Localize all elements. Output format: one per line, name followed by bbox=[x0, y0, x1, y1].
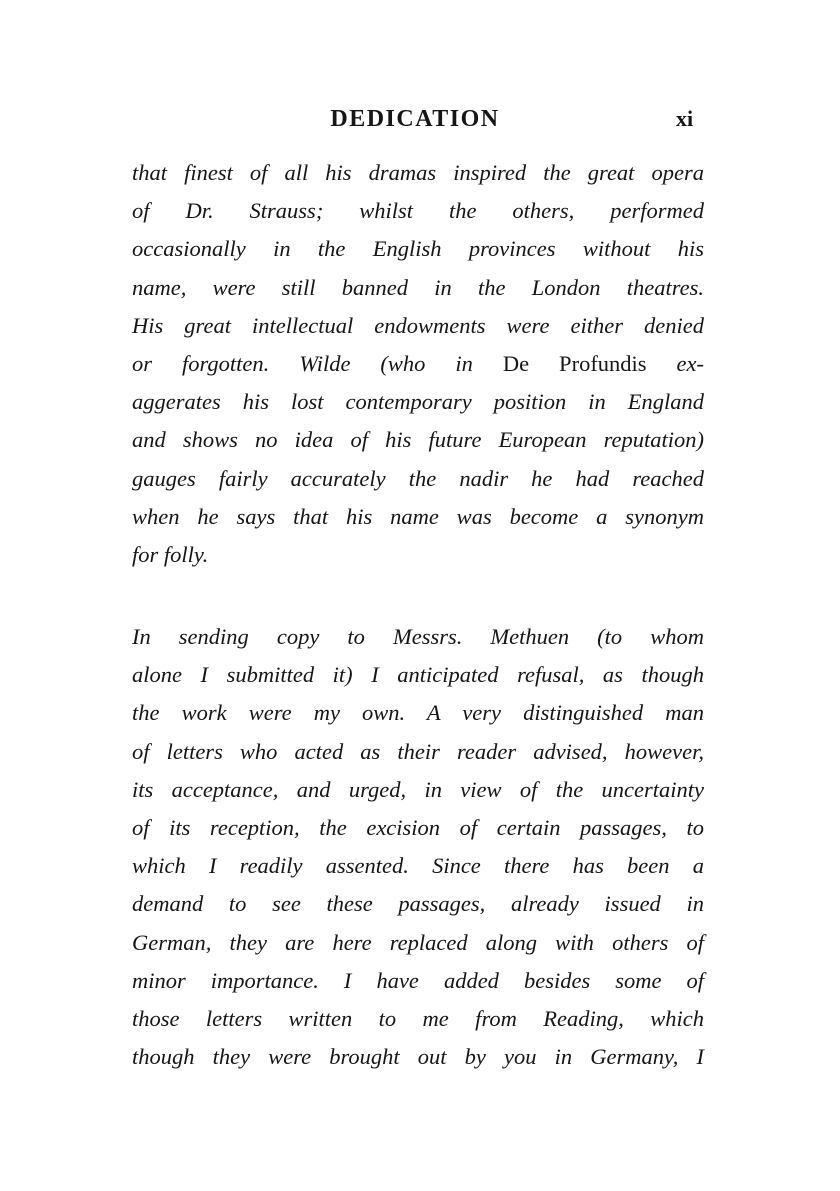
running-head bbox=[0, 102, 840, 136]
text-line: His great intellectual endowments were either denied bbox=[132, 312, 704, 338]
text-line: gauges fairly accurately the nadir he had reached bbox=[132, 465, 704, 491]
text-line: its acceptance, and urged, in view of the uncertainty bbox=[132, 776, 704, 802]
text-line: name, were still banned in the London theatres. bbox=[132, 274, 704, 300]
text-line: of Dr. Strauss; whilst the others, performed bbox=[132, 198, 704, 224]
text-line: of its reception, the excision of certain passages, to bbox=[132, 814, 704, 840]
text-line-with-title bbox=[132, 345, 704, 383]
page-number: xi bbox=[676, 106, 694, 131]
text-run: or forgotten. Wilde (who in bbox=[132, 350, 503, 376]
book-title-de-profundis: De Profundis bbox=[502, 350, 647, 376]
text-line: that finest of all his dramas inspired the great opera bbox=[132, 160, 704, 185]
text-line: and shows no idea of his future European reputation) bbox=[132, 427, 704, 453]
text-line: which I readily assented. Since there has been a bbox=[132, 853, 704, 879]
text-line: demand to see these passages, already issued in bbox=[132, 891, 704, 917]
running-head-title: DEDICATION bbox=[330, 106, 500, 132]
text-line: of letters who acted as their reader advised, however, bbox=[132, 738, 704, 764]
text-line: aggerates his lost contemporary position in England bbox=[132, 389, 704, 415]
text-line: those letters written to me from Reading, which bbox=[132, 1005, 704, 1031]
text-run: ex- bbox=[646, 350, 705, 376]
text-line: for folly. bbox=[132, 541, 209, 567]
text-line: when he says that his name was become a synonym bbox=[132, 503, 704, 529]
paragraph-1 bbox=[132, 154, 704, 574]
text-line: alone I submitted it) I anticipated refusal, as though bbox=[132, 662, 704, 688]
text-line: though they were brought out by you in Germany, I bbox=[132, 1044, 704, 1070]
text-line: German, they are here replaced along with others of bbox=[132, 929, 704, 955]
text-line: the work were my own. A very distinguished man bbox=[132, 700, 704, 726]
text-line: minor importance. I have added besides some of bbox=[132, 967, 704, 993]
text-line: In sending copy to Messrs. Methuen (to whom bbox=[132, 624, 704, 649]
text-line: occasionally in the English provinces without his bbox=[132, 236, 704, 262]
paragraph-2 bbox=[132, 618, 704, 1076]
